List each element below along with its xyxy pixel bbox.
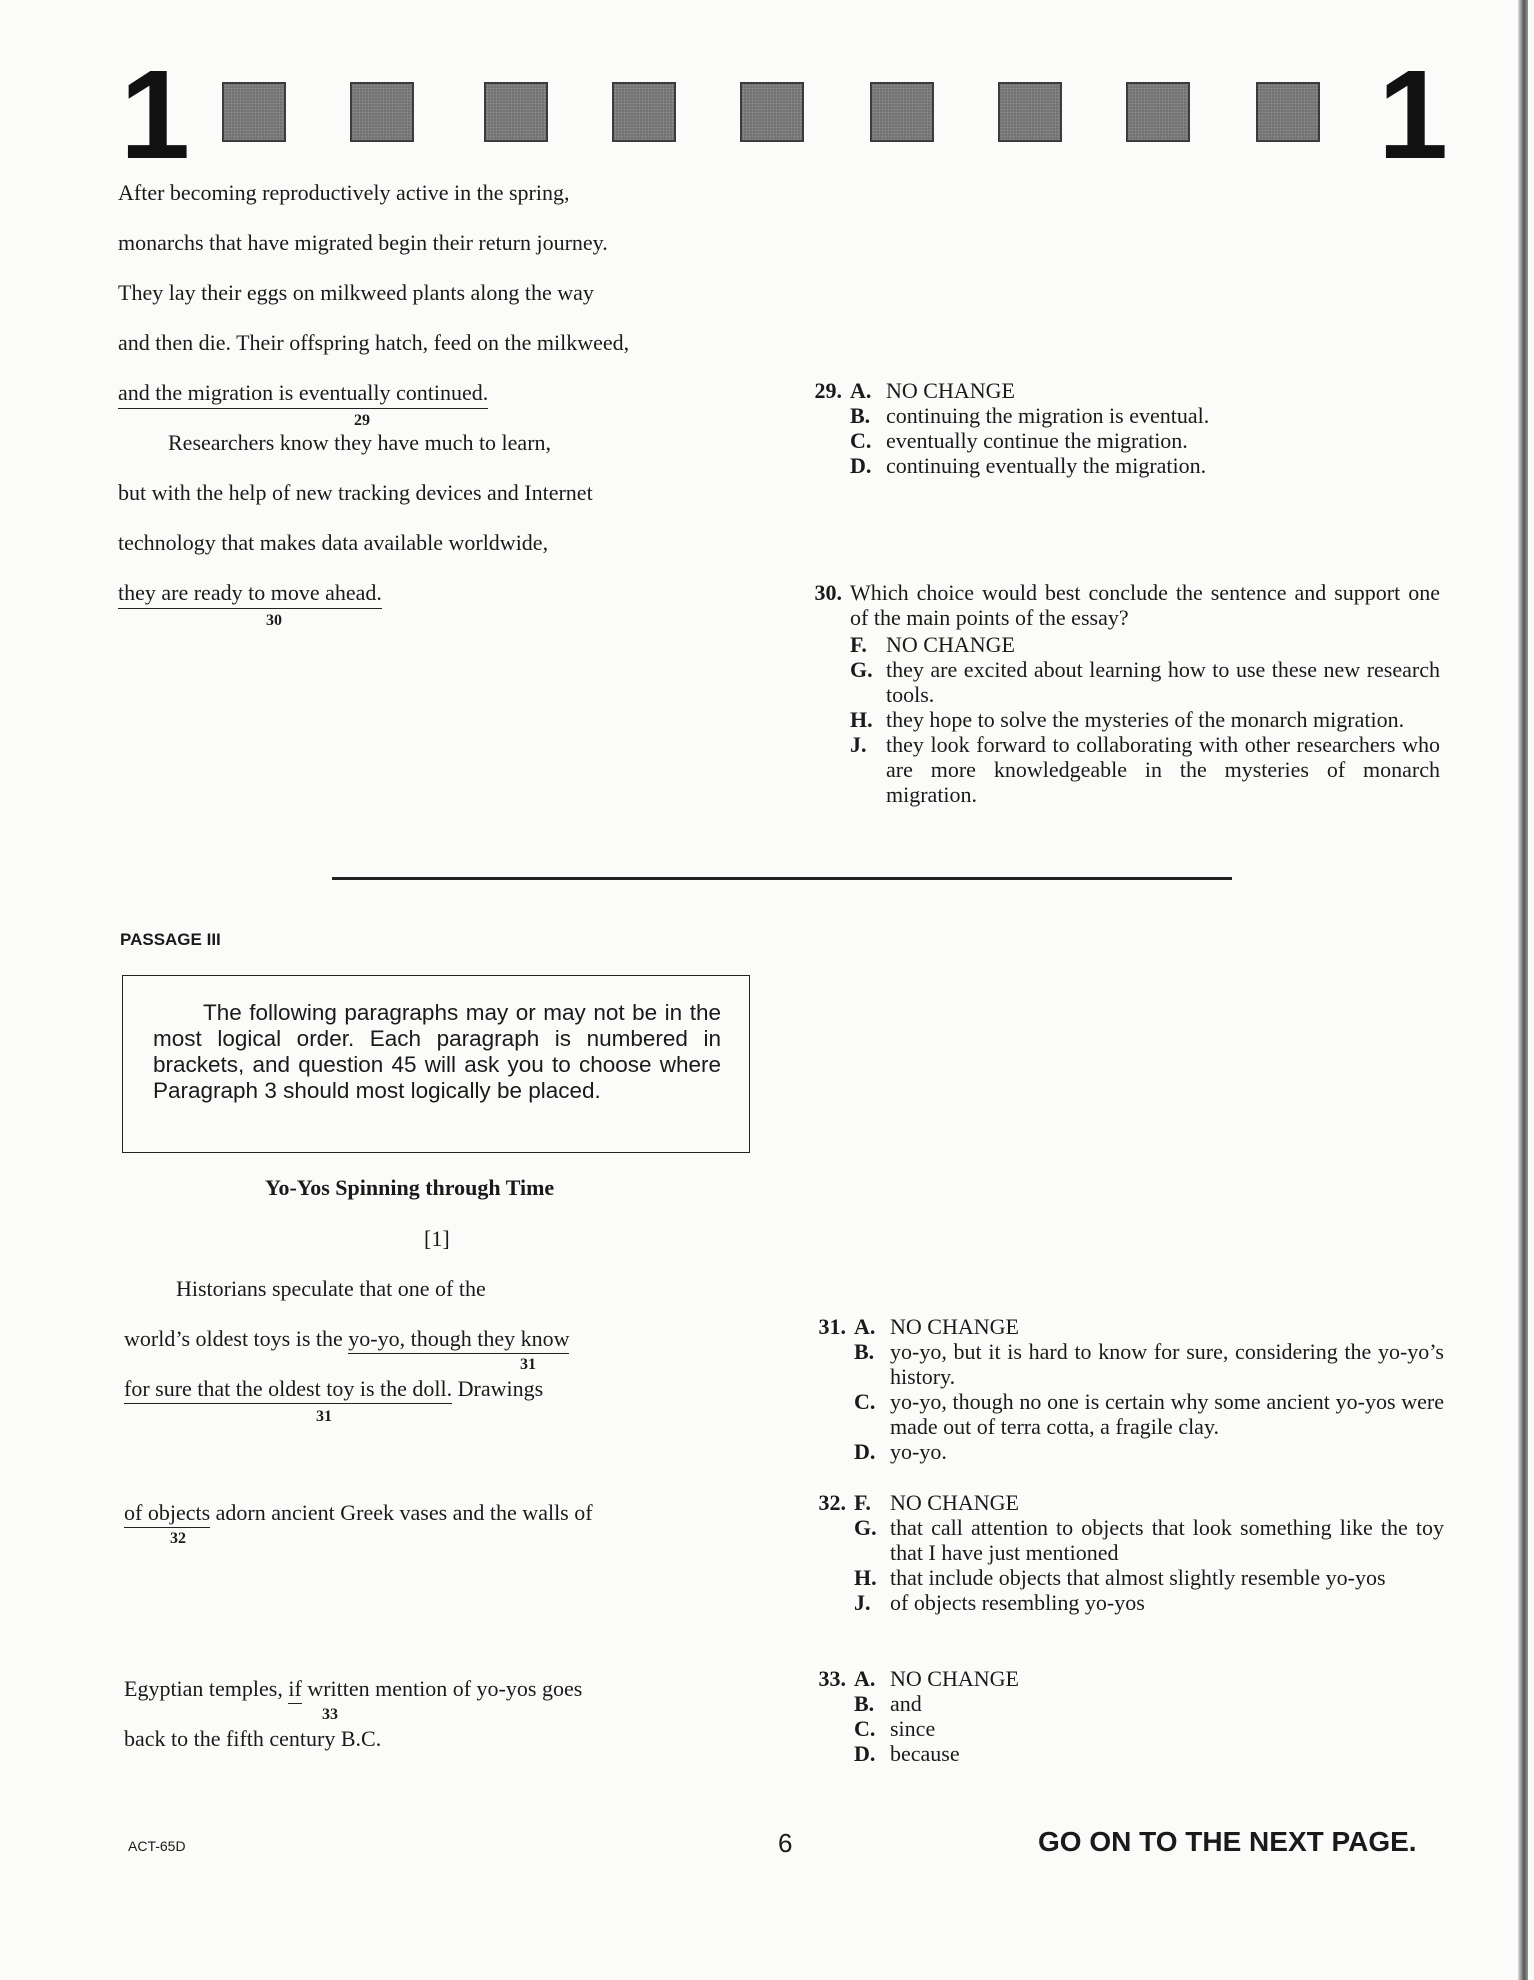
underlined-passage-29: and the migration is eventually continued. (118, 380, 488, 409)
option-letter[interactable]: C. (850, 428, 872, 453)
option-letter[interactable]: F. (850, 632, 867, 657)
passage-line: Researchers know they have much to learn, (168, 430, 552, 455)
banner-square (222, 82, 286, 142)
passage-line: back to the fifth century B.C. (124, 1726, 382, 1751)
option-text[interactable]: NO CHANGE (886, 378, 1015, 403)
question-29 (798, 378, 1438, 478)
option-letter[interactable]: B. (854, 1691, 875, 1716)
banner-square (1126, 82, 1190, 142)
option-text[interactable]: they hope to solve the mysteries of the monarch migration. (886, 707, 1405, 732)
section-number-right: 1 (1378, 44, 1445, 185)
passage-line: technology that makes data available worldwide, (118, 530, 549, 555)
option-text[interactable]: because (890, 1741, 960, 1766)
question-33 (802, 1666, 1444, 1766)
banner-square (740, 82, 804, 142)
question-32 (802, 1490, 1444, 1615)
question-31 (802, 1314, 1444, 1464)
option-text[interactable]: NO CHANGE (890, 1314, 1019, 1339)
passage-line: world’s oldest toys is the yo-yo, though they know (124, 1326, 569, 1352)
option-letter[interactable]: A. (854, 1314, 876, 1339)
page-binding-edge (1518, 0, 1528, 1980)
underlined-passage-31: yo-yo, though they know (348, 1326, 569, 1354)
option-letter[interactable]: B. (850, 403, 871, 428)
question-number: 31. (818, 1314, 846, 1339)
section-divider (332, 877, 1232, 880)
question-ref-30: 30 (266, 612, 282, 629)
option-letter[interactable]: H. (850, 707, 873, 732)
question-ref-29: 29 (354, 412, 370, 429)
question-number: 32. (818, 1490, 846, 1515)
passage-label: PASSAGE III (120, 930, 221, 949)
underlined-passage-32: of objects (124, 1500, 210, 1528)
passage-line: monarchs that have migrated begin their return journey. (118, 230, 608, 255)
banner-square (870, 82, 934, 142)
option-letter[interactable]: B. (854, 1339, 875, 1364)
option-letter[interactable]: G. (850, 657, 873, 682)
option-letter[interactable]: A. (854, 1666, 876, 1691)
option-text[interactable]: yo-yo. (890, 1439, 947, 1464)
paragraph-number: [1] (424, 1226, 450, 1251)
passage-notice-box (122, 975, 750, 1153)
passage-line: They lay their eggs on milkweed plants along the way (118, 280, 594, 305)
passage-line: for sure that the oldest toy is the doll. Drawings (124, 1376, 543, 1402)
option-text[interactable]: that call attention to objects that look something like the toy that I have just mentioned (890, 1515, 1444, 1565)
underlined-passage-30: they are ready to move ahead. (118, 580, 382, 609)
underlined-passage-31: for sure that the oldest toy is the doll. (124, 1376, 452, 1404)
option-text[interactable]: since (890, 1716, 936, 1741)
option-letter[interactable]: G. (854, 1515, 877, 1540)
option-text[interactable]: they are excited about learning how to use these new research tools. (886, 657, 1440, 707)
option-letter[interactable]: A. (850, 378, 872, 403)
question-number: 29. (814, 378, 842, 403)
passage-line: Historians speculate that one of the (176, 1276, 486, 1301)
option-letter[interactable]: F. (854, 1490, 871, 1515)
banner-square (612, 82, 676, 142)
passage-line: After becoming reproductively active in the spring, (118, 180, 570, 205)
passage-line: and then die. Their offspring hatch, feed on the milkweed, (118, 330, 630, 355)
option-letter[interactable]: D. (850, 453, 872, 478)
passage-line: of objects adorn ancient Greek vases and the walls of (124, 1500, 593, 1526)
option-letter[interactable]: C. (854, 1716, 876, 1741)
next-page-instruction: GO ON TO THE NEXT PAGE. (1038, 1826, 1417, 1857)
question-ref-31: 31 (520, 1356, 536, 1373)
option-text[interactable]: eventually continue the migration. (886, 428, 1188, 453)
option-text[interactable]: NO CHANGE (890, 1490, 1019, 1515)
option-text[interactable]: NO CHANGE (890, 1666, 1019, 1691)
option-letter[interactable]: J. (850, 732, 867, 757)
question-number: 30. (814, 580, 842, 605)
question-number: 33. (818, 1666, 846, 1691)
question-stem: Which choice would best conclude the sentence and support one of the main points of the essay? (850, 580, 1440, 630)
question-ref-33: 33 (322, 1706, 338, 1723)
option-letter[interactable]: D. (854, 1741, 876, 1766)
option-text[interactable]: and (890, 1691, 922, 1716)
banner-square (998, 82, 1062, 142)
banner-square (1256, 82, 1320, 142)
question-ref-32: 32 (170, 1530, 186, 1547)
option-letter[interactable]: J. (854, 1590, 871, 1615)
question-30 (798, 580, 1440, 807)
option-text[interactable]: continuing eventually the migration. (886, 453, 1207, 478)
option-text[interactable]: yo-yo, but it is hard to know for sure, considering the yo-yo’s history. (890, 1339, 1444, 1389)
underlined-passage-33: if (288, 1676, 301, 1704)
option-letter[interactable]: H. (854, 1565, 877, 1590)
option-text[interactable]: NO CHANGE (886, 632, 1015, 657)
passage-title: Yo-Yos Spinning through Time (265, 1175, 555, 1200)
option-text[interactable]: yo-yo, though no one is certain why some ancient yo-yos were made out of terra cotta, a fragile clay. (890, 1389, 1444, 1439)
banner-square (350, 82, 414, 142)
section-number-left: 1 (120, 44, 187, 185)
option-text[interactable]: of objects resembling yo-yos (890, 1590, 1145, 1615)
notice-text: The following paragraphs may or may not be in the most logical order. Each paragraph is numbered in brackets, and question 45 will ask you to choose where Paragraph 3 should most logically be placed. (153, 1000, 721, 1103)
banner-square (484, 82, 548, 142)
question-ref-31: 31 (316, 1408, 332, 1425)
form-code: ACT-65D (128, 1838, 186, 1854)
option-letter[interactable]: C. (854, 1389, 876, 1414)
passage-line: but with the help of new tracking devices and Internet (118, 480, 593, 505)
page-number: 6 (778, 1828, 793, 1858)
option-text[interactable]: that include objects that almost slightly resemble yo-yos (890, 1565, 1386, 1590)
passage-line: Egyptian temples, if written mention of yo-yos goes (124, 1676, 582, 1702)
option-text[interactable]: continuing the migration is eventual. (886, 403, 1210, 428)
option-text[interactable]: they look forward to collaborating with other researchers who are more knowledgeable in the mysteries of monarch migration. (886, 732, 1440, 807)
option-letter[interactable]: D. (854, 1439, 876, 1464)
